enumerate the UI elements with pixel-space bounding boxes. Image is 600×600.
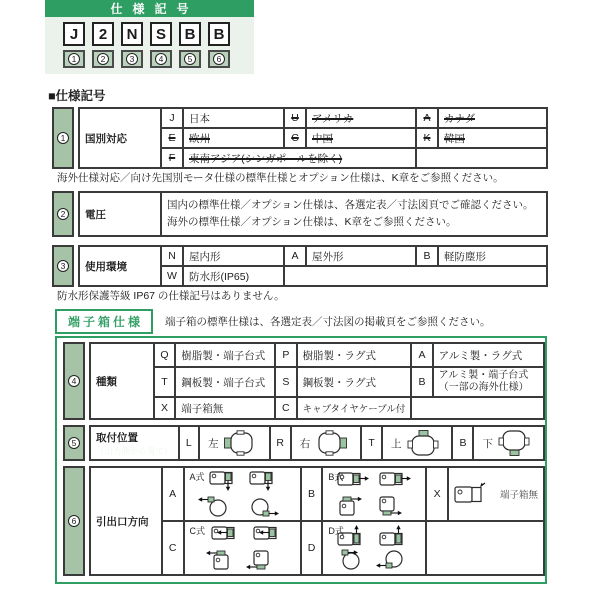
code-box-1: J bbox=[63, 22, 85, 46]
circled-number: 4 bbox=[68, 375, 80, 387]
circled-number: 1 bbox=[57, 132, 69, 144]
value-cell: 樹脂製・ラグ式 bbox=[297, 343, 412, 367]
code-cell: C bbox=[162, 521, 184, 575]
code-box-5: B bbox=[179, 22, 201, 46]
row-label bbox=[90, 426, 179, 460]
value-cell bbox=[473, 426, 544, 460]
code-cell: N bbox=[161, 246, 183, 266]
voltage-table bbox=[78, 191, 548, 237]
country-table bbox=[78, 107, 548, 169]
value-cell: 屋外形 bbox=[306, 246, 416, 266]
value-cell: 日本 bbox=[183, 108, 284, 128]
row-label: 種類 bbox=[90, 343, 154, 419]
value-cell: 軽防塵形 bbox=[438, 246, 547, 266]
terminal-box-frame bbox=[55, 336, 547, 584]
motor-mount-left-icon bbox=[224, 430, 256, 456]
terminal-box-section-header bbox=[55, 310, 600, 332]
value-cell: キャブタイヤケーブル付 bbox=[297, 397, 412, 419]
circled-number: 5 bbox=[184, 53, 196, 65]
terminal-box-title: 端子箱仕様 bbox=[55, 309, 153, 334]
circled-number: 3 bbox=[126, 53, 138, 65]
environment-table bbox=[78, 245, 548, 287]
code-cell: W bbox=[161, 266, 183, 286]
circled-number: 2 bbox=[97, 53, 109, 65]
code-cell: A bbox=[284, 246, 306, 266]
code-cell: Q bbox=[154, 343, 176, 367]
code-cell: J bbox=[161, 108, 183, 128]
spec-row-country bbox=[52, 107, 600, 169]
spec-code-letters bbox=[63, 22, 254, 46]
circled-number: 3 bbox=[57, 260, 69, 272]
index-box-3 bbox=[121, 50, 143, 68]
row-label: 電圧 bbox=[79, 192, 161, 236]
value-cell bbox=[382, 426, 452, 460]
value-cell: 鋼板製・ラグ式 bbox=[297, 367, 412, 397]
index-box-6 bbox=[208, 50, 230, 68]
circled-number: 4 bbox=[155, 53, 167, 65]
mount-bottom-label: 下 bbox=[482, 437, 493, 450]
code-cell: B bbox=[411, 367, 432, 397]
type-table bbox=[89, 342, 545, 420]
value-cell bbox=[291, 426, 361, 460]
outlet-a-diagram-icon bbox=[189, 471, 292, 517]
code-cell: L bbox=[179, 426, 200, 460]
code-cell: A bbox=[411, 343, 432, 367]
spec-code-title: 仕様記号 bbox=[45, 0, 254, 17]
row-number-6 bbox=[63, 466, 85, 576]
spec-row-environment bbox=[52, 245, 600, 287]
country-note: 海外仕様対応／向け先国別モータ仕様の標準仕様とオプション仕様は、K章をご参照ください。 bbox=[57, 172, 504, 184]
row-number-2 bbox=[52, 191, 74, 237]
code-box-2: 2 bbox=[92, 22, 114, 46]
outlet-c-diagram-icon bbox=[189, 525, 292, 571]
value-line-1: アルミ製・端子台式 bbox=[438, 370, 529, 382]
spec-row-type bbox=[63, 342, 545, 420]
no-terminal-box-icon bbox=[454, 482, 490, 506]
code-cell: E bbox=[161, 128, 183, 148]
value-cell: 韓国 bbox=[438, 128, 547, 148]
index-box-2 bbox=[92, 50, 114, 68]
code-cell: C bbox=[275, 397, 296, 419]
value-cell: 中国 bbox=[306, 128, 416, 148]
value-cell: カナダ bbox=[438, 108, 547, 128]
code-box-4: S bbox=[150, 22, 172, 46]
spec-code-panel bbox=[45, 17, 254, 74]
circled-number: 5 bbox=[68, 437, 80, 449]
value-cell: 端子箱無 bbox=[175, 397, 275, 419]
spec-code-indices bbox=[63, 50, 254, 68]
index-box-4 bbox=[150, 50, 172, 68]
voltage-line-1: 国内の標準仕様／オプション仕様は、各選定表／寸法図頁でご確認ください。 bbox=[167, 199, 534, 212]
value-cell: 東南アジア(シンガポールを除く) bbox=[183, 148, 416, 168]
mount-position-table bbox=[89, 425, 545, 461]
value-cell: 欧州 bbox=[183, 128, 284, 148]
value-cell: 樹脂製・端子台式 bbox=[175, 343, 275, 367]
code-cell: P bbox=[275, 343, 296, 367]
outlet-c-cell bbox=[184, 521, 301, 575]
code-box-6: B bbox=[208, 22, 230, 46]
code-cell: B bbox=[452, 426, 473, 460]
voltage-description bbox=[161, 192, 547, 236]
code-cell: A bbox=[162, 467, 184, 521]
value-cell bbox=[433, 367, 544, 397]
circled-number: 1 bbox=[68, 53, 80, 65]
circled-number: 2 bbox=[57, 208, 69, 220]
mount-right-label: 右 bbox=[299, 437, 311, 450]
no-terminal-box-label: 端子箱無 bbox=[499, 490, 538, 502]
code-cell: A bbox=[416, 108, 438, 128]
outlet-direction-table bbox=[89, 466, 545, 576]
code-cell: B bbox=[301, 467, 323, 521]
mount-position-sublabel: （出力側から見て） bbox=[96, 445, 173, 456]
mount-top-label: 上 bbox=[391, 437, 402, 450]
index-box-1 bbox=[63, 50, 85, 68]
index-box-5 bbox=[179, 50, 201, 68]
value-cell bbox=[199, 426, 269, 460]
code-cell: F bbox=[161, 148, 183, 168]
outlet-b-cell bbox=[322, 467, 426, 521]
value-cell: 鋼板製・端子台式 bbox=[175, 367, 275, 397]
row-number-4 bbox=[63, 342, 85, 420]
value-cell: アメリカ bbox=[306, 108, 416, 128]
voltage-line-2: 海外の標準仕様／オプション仕様は、K章をご参照ください。 bbox=[167, 216, 457, 229]
outlet-a-label: A式 bbox=[189, 472, 205, 483]
code-cell: X bbox=[426, 467, 448, 521]
empty-cell bbox=[416, 148, 547, 168]
outlet-c-label: C式 bbox=[189, 526, 206, 537]
outlet-d-label: D式 bbox=[328, 526, 344, 537]
code-cell: C bbox=[284, 128, 306, 148]
terminal-box-note: 端子箱の標準仕様は、各選定表／寸法図の掲載頁をご参照ください。 bbox=[165, 315, 491, 328]
row-label: 国別対応 bbox=[79, 108, 161, 168]
motor-mount-bottom-icon bbox=[498, 430, 530, 456]
mount-left-label: 左 bbox=[208, 437, 219, 450]
row-number-3 bbox=[52, 245, 74, 287]
spec-row-outlet-direction bbox=[63, 466, 545, 576]
code-cell: K bbox=[416, 128, 438, 148]
value-cell: 屋内形 bbox=[183, 246, 284, 266]
code-cell: D bbox=[301, 521, 323, 575]
code-cell: X bbox=[154, 397, 176, 419]
environment-note: 防水形保護等級 IP67 の仕様記号はありません。 bbox=[57, 290, 285, 303]
code-cell: B bbox=[416, 246, 438, 266]
value-line-2: （一部の海外仕様） bbox=[438, 382, 529, 394]
code-cell: T bbox=[154, 367, 176, 397]
row-label: 引出口方向 bbox=[90, 467, 162, 575]
code-cell: R bbox=[270, 426, 291, 460]
spec-row-voltage bbox=[52, 191, 600, 237]
outlet-b-label: B式 bbox=[328, 472, 344, 483]
outlet-a-cell bbox=[184, 467, 301, 521]
spec-code-header bbox=[45, 0, 254, 74]
spec-row-mount-position bbox=[63, 425, 545, 461]
mount-position-label: 取付位置 bbox=[96, 431, 138, 444]
section-heading: ■仕様記号 bbox=[48, 89, 106, 103]
motor-mount-right-icon bbox=[315, 430, 347, 456]
row-label: 使用環境 bbox=[79, 246, 161, 286]
code-cell: S bbox=[275, 367, 296, 397]
value-cell: 防水形(IP65) bbox=[183, 266, 284, 286]
circled-number: 6 bbox=[68, 515, 80, 527]
value-cell: アルミ製・ラグ式 bbox=[433, 343, 544, 367]
empty-cell bbox=[426, 521, 544, 575]
outlet-x-cell bbox=[448, 467, 544, 521]
motor-mount-top-icon bbox=[407, 430, 439, 456]
code-box-3: N bbox=[121, 22, 143, 46]
circled-number: 6 bbox=[213, 53, 225, 65]
empty-cell bbox=[411, 397, 544, 419]
empty-cell bbox=[284, 266, 547, 286]
outlet-d-cell bbox=[322, 521, 426, 575]
row-number-5 bbox=[63, 425, 85, 461]
code-cell: U bbox=[284, 108, 306, 128]
code-cell: T bbox=[361, 426, 382, 460]
row-number-1 bbox=[52, 107, 74, 169]
